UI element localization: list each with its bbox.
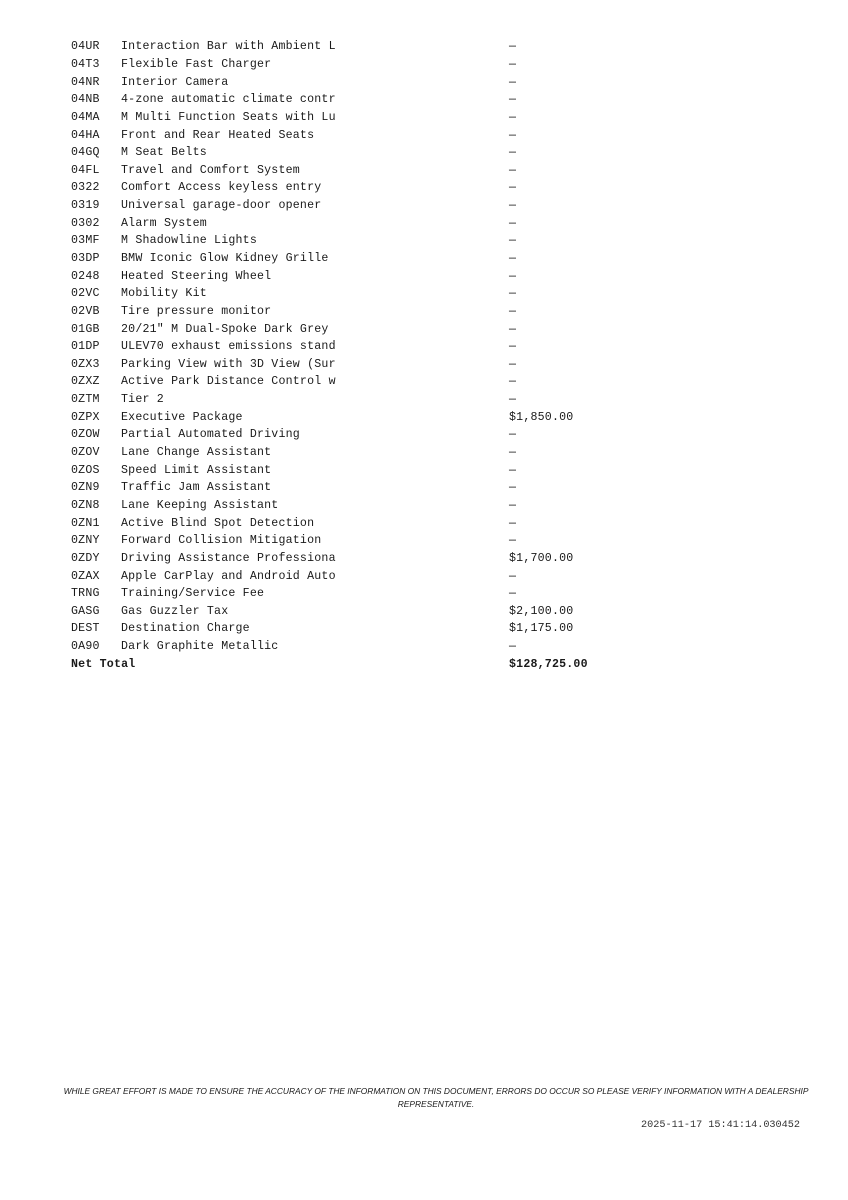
option-description: Gas Guzzler Tax — [121, 604, 229, 618]
option-code: 04NR — [71, 75, 100, 89]
option-row — [71, 232, 631, 250]
option-price: — — [509, 163, 517, 177]
option-description: ULEV70 exhaust emissions stand — [121, 340, 336, 354]
option-description: Tire pressure monitor — [121, 304, 272, 318]
option-description: Active Park Distance Control w — [121, 375, 336, 389]
option-code: 04GQ — [71, 146, 100, 160]
option-price: — — [509, 340, 517, 354]
option-code: 0ZAX — [71, 569, 100, 583]
option-row — [71, 303, 631, 321]
net-total-label: Net Total — [71, 657, 136, 671]
option-row — [71, 514, 631, 532]
option-description: Apple CarPlay and Android Auto — [121, 569, 336, 583]
option-code: 0ZDY — [71, 551, 100, 565]
option-row — [71, 373, 631, 391]
option-price: $2,100.00 — [509, 604, 574, 618]
option-description: Training/Service Fee — [121, 587, 265, 601]
option-row — [71, 267, 631, 285]
option-code: 0ZPX — [71, 410, 100, 424]
option-row — [71, 56, 631, 74]
option-description: Partial Automated Driving — [121, 428, 300, 442]
option-code: DEST — [71, 622, 100, 636]
option-price: — — [509, 446, 517, 460]
option-code: TRNG — [71, 587, 100, 601]
option-code: 04MA — [71, 110, 100, 124]
option-price: — — [509, 234, 517, 248]
option-description: Interaction Bar with Ambient L — [121, 40, 336, 54]
option-price: — — [509, 498, 517, 512]
option-price: — — [509, 357, 517, 371]
option-code: 0ZOS — [71, 463, 100, 477]
option-row — [71, 144, 631, 162]
option-description: Lane Change Assistant — [121, 446, 272, 460]
option-price: — — [509, 428, 517, 442]
net-total-row — [71, 655, 631, 673]
option-description: Dark Graphite Metallic — [121, 640, 279, 654]
option-description: Mobility Kit — [121, 287, 207, 301]
option-description: M Shadowline Lights — [121, 234, 257, 248]
option-description: Comfort Access keyless entry — [121, 181, 322, 195]
option-row — [71, 214, 631, 232]
option-row — [71, 550, 631, 568]
option-description: Alarm System — [121, 216, 207, 230]
option-description: 20/21" M Dual-Spoke Dark Grey — [121, 322, 329, 336]
option-row — [71, 638, 631, 656]
option-row — [71, 161, 631, 179]
option-code: 04HA — [71, 128, 100, 142]
option-description: Executive Package — [121, 410, 243, 424]
option-row — [71, 408, 631, 426]
option-price: — — [509, 516, 517, 530]
option-price: — — [509, 40, 517, 54]
option-price: — — [509, 128, 517, 142]
option-row — [71, 91, 631, 109]
option-price: — — [509, 463, 517, 477]
option-code: 0A90 — [71, 640, 100, 654]
option-code: 0ZN1 — [71, 516, 100, 530]
option-price: — — [509, 287, 517, 301]
option-description: Tier 2 — [121, 393, 164, 407]
option-code: 04T3 — [71, 57, 100, 71]
option-price: — — [509, 146, 517, 160]
option-description: BMW Iconic Glow Kidney Grille — [121, 252, 329, 265]
option-code: 0ZNY — [71, 534, 100, 548]
option-price: — — [509, 393, 517, 407]
option-code: 0ZN9 — [71, 481, 100, 495]
option-code: 0ZOV — [71, 446, 100, 460]
option-code: 03DP — [71, 252, 100, 265]
option-row — [71, 197, 631, 215]
option-price: — — [509, 640, 517, 654]
option-row — [71, 620, 631, 638]
option-description: Forward Collision Mitigation — [121, 534, 322, 548]
option-code: 0ZX3 — [71, 357, 100, 371]
option-row — [71, 391, 631, 409]
option-row — [71, 461, 631, 479]
option-price: — — [509, 322, 517, 336]
option-price: — — [509, 75, 517, 89]
option-price: — — [509, 57, 517, 71]
option-description: Traffic Jam Assistant — [121, 481, 272, 495]
option-code: 0248 — [71, 269, 100, 283]
option-row — [71, 38, 631, 56]
option-code: 0ZN8 — [71, 498, 100, 512]
option-price: — — [509, 304, 517, 318]
option-description: Travel and Comfort System — [121, 163, 300, 177]
option-code: 04FL — [71, 163, 100, 177]
option-price: — — [509, 375, 517, 389]
option-description: M Multi Function Seats with Lu — [121, 110, 336, 124]
option-code: 04NB — [71, 93, 100, 107]
option-row — [71, 126, 631, 144]
option-price: — — [509, 569, 517, 583]
option-description: Speed Limit Assistant — [121, 463, 272, 477]
option-row — [71, 426, 631, 444]
option-description: Active Blind Spot Detection — [121, 516, 315, 530]
option-row — [71, 285, 631, 303]
option-row — [71, 73, 631, 91]
option-row — [71, 444, 631, 462]
option-rows — [71, 38, 631, 655]
option-price: — — [509, 216, 517, 230]
option-code: GASG — [71, 604, 100, 618]
option-description: Destination Charge — [121, 622, 250, 636]
option-description: Heated Steering Wheel — [121, 269, 272, 283]
option-description: Flexible Fast Charger — [121, 57, 272, 71]
option-price: — — [509, 534, 517, 548]
option-price: $1,700.00 — [509, 551, 574, 565]
option-price: — — [509, 110, 517, 124]
option-price: — — [509, 481, 517, 495]
option-row — [71, 356, 631, 374]
option-description: Front and Rear Heated Seats — [121, 128, 315, 142]
option-row — [71, 109, 631, 127]
option-description: Interior Camera — [121, 75, 229, 89]
option-price: $1,175.00 — [509, 622, 574, 636]
option-description: M Seat Belts — [121, 146, 207, 160]
option-price: — — [509, 269, 517, 283]
option-price: — — [509, 181, 517, 195]
option-row — [71, 250, 631, 268]
option-description: Driving Assistance Professiona — [121, 551, 336, 565]
option-price: — — [509, 199, 517, 213]
option-code: 02VB — [71, 304, 100, 318]
option-price: — — [509, 252, 517, 265]
option-code: 0302 — [71, 216, 100, 230]
option-row — [71, 603, 631, 621]
option-code: 0ZTM — [71, 393, 100, 407]
option-price: $1,850.00 — [509, 410, 574, 424]
option-row — [71, 497, 631, 515]
option-code: 0322 — [71, 181, 100, 195]
option-price: — — [509, 93, 517, 107]
print-timestamp: 2025-11-17 15:41:14.030452 — [641, 1120, 800, 1131]
option-row — [71, 320, 631, 338]
net-total-value: $128,725.00 — [509, 657, 588, 671]
options-price-table — [71, 38, 631, 673]
option-row — [71, 585, 631, 603]
option-code: 03MF — [71, 234, 100, 248]
option-code: 0ZOW — [71, 428, 100, 442]
option-code: 0ZXZ — [71, 375, 100, 389]
option-code: 02VC — [71, 287, 100, 301]
option-row — [71, 567, 631, 585]
disclaimer-text: WHILE GREAT EFFORT IS MADE TO ENSURE THE ACCURACY OF THE INFORMATION ON THIS DOCUMENT, ERRORS DO OCCUR SO PLEASE VERIFY INFORMATION WITH A DEALERSHIP REPRESENTATIVE. — [63, 1086, 809, 1109]
option-description: Universal garage-door opener — [121, 199, 322, 213]
option-row — [71, 338, 631, 356]
option-code: 0319 — [71, 199, 100, 213]
option-description: Parking View with 3D View (Sur — [121, 357, 336, 371]
option-code: 01GB — [71, 322, 100, 336]
option-row — [71, 479, 631, 497]
option-price: — — [509, 587, 517, 601]
option-row — [71, 179, 631, 197]
option-code: 04UR — [71, 40, 100, 54]
option-description: 4-zone automatic climate contr — [121, 93, 336, 107]
option-code: 01DP — [71, 340, 100, 354]
option-row — [71, 532, 631, 550]
option-description: Lane Keeping Assistant — [121, 498, 279, 512]
